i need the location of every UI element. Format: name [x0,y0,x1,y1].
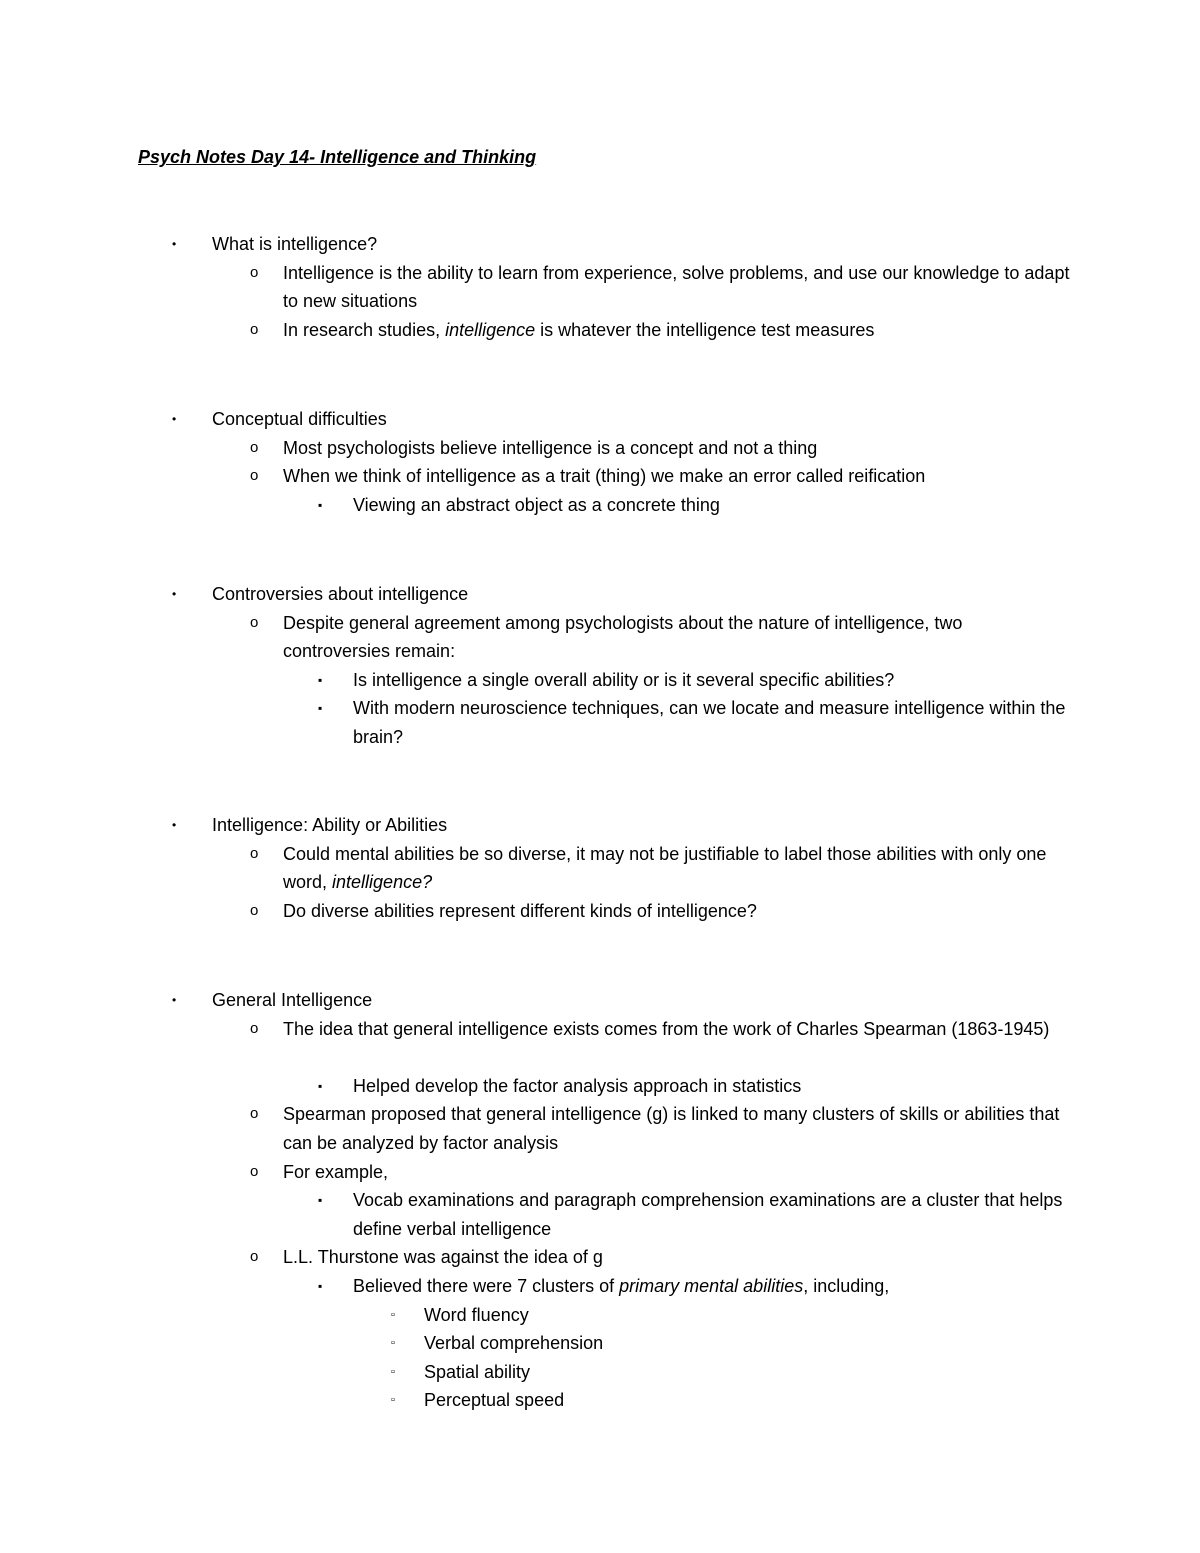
item-text: With modern neuroscience techniques, can we locate and measure intelligence within the brain? [353,698,1066,747]
list-item [0,1301,1200,1330]
item-text: For example, [283,1161,389,1182]
item-text: L.L. Thurstone was against the idea of g [283,1247,603,1268]
list-item [0,1158,1200,1187]
list-item [0,316,1200,345]
list-item [0,405,1200,434]
section-heading: Controversies about intelligence [212,584,469,604]
list-item [0,1272,1200,1301]
bullet-icon: • [172,818,177,832]
ability-item: Verbal comprehension [424,1333,604,1354]
italic-term: intelligence [445,319,536,340]
text-segment: , including, [803,1275,890,1296]
section-heading: What is intelligence? [212,234,378,254]
section-general-intelligence [0,986,1200,1415]
item-text: When we think of intelligence as a trait (thing) we make an error called reification [283,466,926,487]
list-item [0,259,1200,316]
section-heading: Intelligence: Ability or Abilities [212,815,448,835]
text-segment: Could mental abilities be so diverse, it may not be justifiable to label those abilities with only one word, [283,843,1047,893]
item-text: Spearman proposed that general intelligence (g) is linked to many clusters of skills or abilities that can be analyzed by factor analysis [283,1104,1060,1153]
list-item [0,694,1200,751]
item-text: The idea that general intelligence exists comes from the work of Charles Spearman (1863-1945) [283,1018,1050,1039]
section-controversies [0,580,1200,752]
item-text: Viewing an abstract object as a concrete thing [353,494,720,515]
list-item [0,1243,1200,1272]
bullet-icon: o [250,438,259,456]
bullet-icon: o [250,320,259,338]
ability-item: Perceptual speed [424,1390,565,1411]
section-conceptual-difficulties [0,405,1200,519]
item-text [283,840,1073,897]
ability-item: Word fluency [424,1304,529,1325]
list-item [0,1072,1200,1101]
bullet-icon: ▫ [391,1308,395,1321]
bullet-icon: o [250,901,259,919]
bullet-icon: ▪ [318,1078,323,1093]
item-text [283,316,1073,345]
item-text: Vocab examinations and paragraph comprehension examinations are a cluster that helps define verbal intelligence [353,1190,1063,1239]
section-ability-or-abilities [0,811,1200,925]
list-item [0,580,1200,609]
bullet-icon: ▪ [318,497,323,512]
bullet-icon: o [250,613,259,631]
bullet-icon: o [250,1248,259,1266]
list-item [0,897,1200,926]
bullet-icon: ▫ [391,1394,395,1407]
item-text: Is intelligence a single overall ability or is it several specific abilities? [353,669,895,690]
list-item [0,230,1200,259]
bullet-icon: • [172,993,177,1007]
italic-term: primary mental abilities [619,1275,804,1296]
section-heading: Conceptual difficulties [212,409,387,429]
list-item [0,1386,1200,1415]
bullet-icon: o [250,467,259,485]
bullet-icon: ▪ [318,701,323,716]
list-item [0,462,1200,491]
item-text: Most psychologists believe intelligence is a concept and not a thing [283,437,818,458]
list-item [0,609,1200,666]
bullet-icon: ▪ [318,1193,323,1208]
text-segment: Believed there were 7 clusters of [353,1275,620,1296]
bullet-icon: ▫ [391,1337,395,1350]
list-item [0,1015,1200,1072]
list-item [0,840,1200,897]
text-segment: In research studies, [283,319,446,340]
bullet-icon: o [250,263,259,281]
list-item [0,666,1200,695]
list-item [0,491,1200,520]
list-item [0,1186,1200,1243]
text-segment: is whatever the intelligence test measures [535,319,875,340]
item-text [353,1272,1073,1301]
list-item [0,811,1200,840]
bullet-icon: ▪ [318,1278,323,1293]
list-item [0,986,1200,1015]
bullet-icon: o [250,844,259,862]
italic-term: intelligence? [332,872,433,893]
bullet-icon: ▫ [391,1365,395,1378]
bullet-icon: • [172,412,177,426]
item-text: Do diverse abilities represent different kinds of intelligence? [283,900,757,921]
section-what-is-intelligence [0,230,1200,344]
item-text: Helped develop the factor analysis approach in statistics [353,1075,802,1096]
page-title: Psych Notes Day 14- Intelligence and Thinking [138,147,537,167]
section-heading: General Intelligence [212,990,373,1010]
bullet-icon: • [172,237,177,251]
bullet-icon: ▪ [318,672,323,687]
bullet-icon: • [172,587,177,601]
list-item [0,1358,1200,1387]
list-item [0,1329,1200,1358]
item-text: Despite general agreement among psychologists about the nature of intelligence, two controversies remain: [283,612,963,662]
item-text: Intelligence is the ability to learn from experience, solve problems, and use our knowledge to adapt to new situations [283,262,1070,312]
ability-item: Spatial ability [424,1361,531,1382]
bullet-icon: o [250,1019,259,1037]
bullet-icon: o [250,1162,259,1180]
bullet-icon: o [250,1105,259,1123]
list-item [0,434,1200,463]
list-item [0,1100,1200,1157]
